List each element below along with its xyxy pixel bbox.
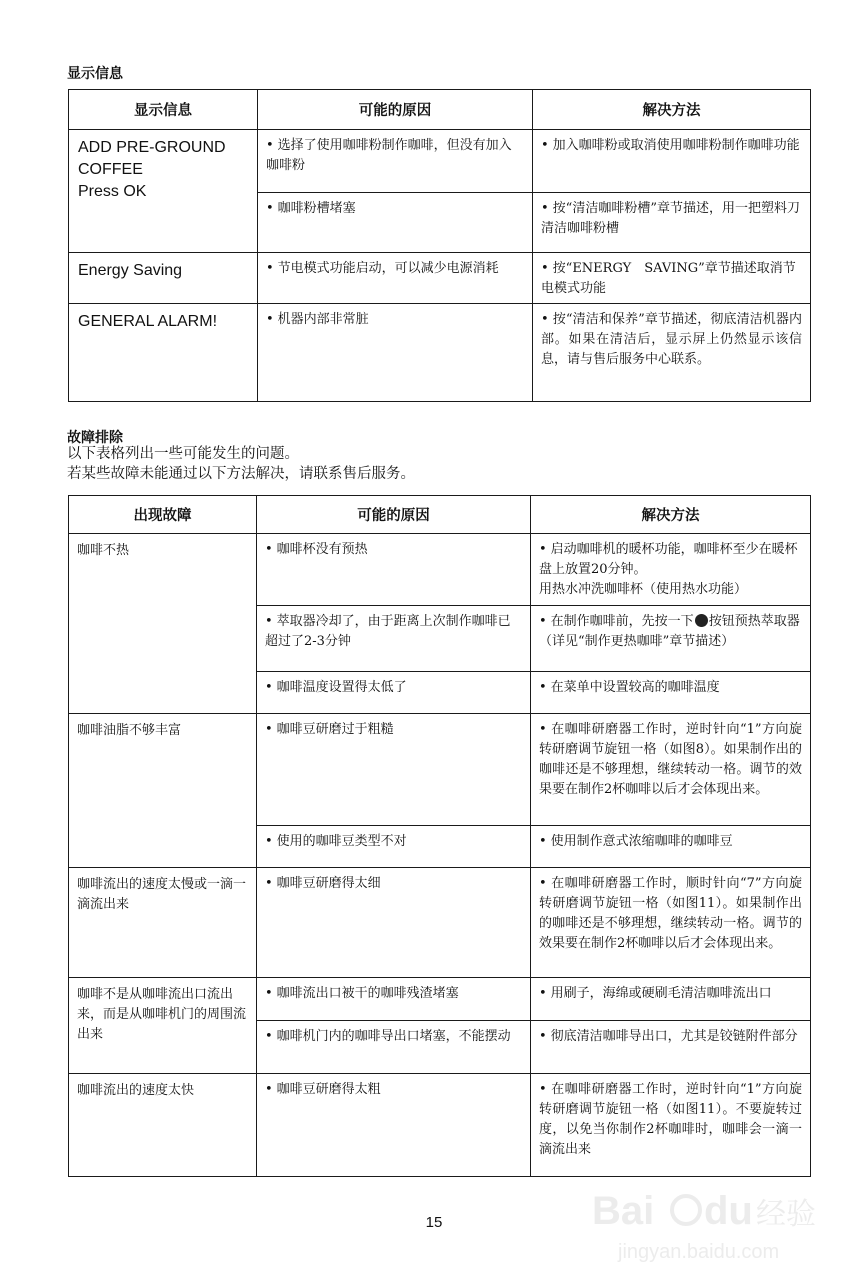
paw-icon <box>672 1196 700 1224</box>
cause-cell: • 咖啡豆研磨过于粗糙 <box>257 714 531 826</box>
problem-cell: 咖啡不是从咖啡流出口流出来，而是从咖啡机门的周围流出来 <box>69 978 257 1074</box>
table-header-row <box>69 496 811 534</box>
cause-cell: • 咖啡粉槽堵塞 <box>258 193 533 253</box>
cause-cell: • 咖啡杯没有预热 <box>257 534 531 606</box>
solution-cell: • 在咖啡研磨器工作时，顺时针向“7”方向旋转研磨调节旋钮一格（如图11）。如果制作出的咖啡还是不够理想，继续转动一格。调节的效果要在制作2杯咖啡以后才会体现出来。 <box>531 868 811 978</box>
problem-cell: 咖啡流出的速度太慢或一滴一滴流出来 <box>69 868 257 978</box>
solution-cell: • 在菜单中设置较高的咖啡温度 <box>531 672 811 714</box>
solution-cell: • 彻底清洁咖啡导出口，尤其是铰链附件部分 <box>531 1021 811 1074</box>
cause-cell: • 咖啡豆研磨得太粗 <box>257 1074 531 1177</box>
problem-cell: 咖啡流出的速度太快 <box>69 1074 257 1177</box>
watermark-cn: 经验 <box>756 1198 816 1231</box>
section-heading-troubleshooting: 故障排除 <box>67 430 123 446</box>
display-info-table <box>68 89 811 402</box>
problem-cell: 咖啡不热 <box>69 534 257 714</box>
problem-cell: 咖啡油脂不够丰富 <box>69 714 257 868</box>
troubleshooting-table <box>68 495 811 1177</box>
display-message: ADD PRE-GROUND COFFEE Press OK <box>69 130 258 253</box>
solution-cell: • 用刷子，海绵或硬刷毛清洁咖啡流出口 <box>531 978 811 1021</box>
column-header: 解决方法 <box>531 496 811 534</box>
table-row <box>69 978 811 1021</box>
table-row <box>69 714 811 826</box>
solution-cell: • 在咖啡研磨器工作时，逆时针向“1”方向旋转研磨调节旋钮一格（如图11）。不要旋转过度，以免当你制作2杯咖啡时，咖啡会一滴一滴流出来 <box>531 1074 811 1177</box>
column-header: 显示信息 <box>69 90 258 130</box>
cause-cell: • 咖啡机门内的咖啡导出口堵塞，不能摆动 <box>257 1021 531 1074</box>
cause-cell: • 节电模式功能启动，可以减少电源消耗 <box>258 253 533 304</box>
watermark-brand-2: du <box>704 1189 753 1233</box>
solution-cell: • 在制作咖啡前，先按一下 按钮预热萃取器（详见“制作更热咖啡”章节描述） <box>531 606 811 672</box>
display-message: GENERAL ALARM! <box>69 304 258 402</box>
column-header: 可能的原因 <box>257 496 531 534</box>
solution-cell: • 在咖啡研磨器工作时，逆时针向“1”方向旋转研磨调节旋钮一格（如图8）。如果制作出的咖啡还是不够理想，继续转动一格。调节的效果要在制作2杯咖啡以后才会体现出来。 <box>531 714 811 826</box>
display-message: Energy Saving <box>69 253 258 304</box>
cause-cell: • 选择了使用咖啡粉制作咖啡，但没有加入咖啡粉 <box>258 130 533 193</box>
cause-cell: • 萃取器冷却了，由于距离上次制作咖啡已超过了2-3分钟 <box>257 606 531 672</box>
page-number: 15 <box>425 1214 443 1231</box>
table-row <box>69 1074 811 1177</box>
watermark-url: jingyan.baidu.com <box>618 1241 780 1263</box>
solution-cell: • 按“ENERGY SAVING”章节描述取消节电模式功能 <box>533 253 811 304</box>
cause-cell: • 咖啡豆研磨得太细 <box>257 868 531 978</box>
solution-cell: • 启动咖啡机的暖杯功能，咖啡杯至少在暖杯盘上放置20分钟。 用热水冲洗咖啡杯（使用热水功能） <box>531 534 811 606</box>
intro-line: 以下表格列出一些可能发生的问题。 <box>67 446 299 462</box>
solution-cell: • 使用制作意式浓缩咖啡的咖啡豆 <box>531 826 811 868</box>
table-row <box>69 868 811 978</box>
cause-cell: • 咖啡温度设置得太低了 <box>257 672 531 714</box>
section-heading-display-info: 显示信息 <box>67 66 123 82</box>
table-row <box>69 253 811 304</box>
table-header-row <box>69 90 811 130</box>
intro-line: 若某些故障未能通过以下方法解决，请联系售后服务。 <box>67 466 415 482</box>
solution-cell: • 按“清洁和保养”章节描述，彻底清洁机器内部。如果在清洁后，显示屏上仍然显示该信息，请与售后服务中心联系。 <box>533 304 811 402</box>
cause-cell: • 使用的咖啡豆类型不对 <box>257 826 531 868</box>
cause-cell: • 咖啡流出口被干的咖啡残渣堵塞 <box>257 978 531 1021</box>
baidu-jingyan-watermark <box>588 1176 828 1266</box>
table-row <box>69 304 811 402</box>
table-row <box>69 534 811 606</box>
hot-coffee-button-icon <box>695 614 708 627</box>
column-header: 可能的原因 <box>258 90 533 130</box>
table-row <box>69 130 811 193</box>
watermark-brand: Bai <box>592 1189 655 1233</box>
column-header: 解决方法 <box>533 90 811 130</box>
solution-cell: • 加入咖啡粉或取消使用咖啡粉制作咖啡功能 <box>533 130 811 193</box>
solution-cell: • 按“清洁咖啡粉槽”章节描述，用一把塑料刀清洁咖啡粉槽 <box>533 193 811 253</box>
cause-cell: • 机器内部非常脏 <box>258 304 533 402</box>
column-header: 出现故障 <box>69 496 257 534</box>
